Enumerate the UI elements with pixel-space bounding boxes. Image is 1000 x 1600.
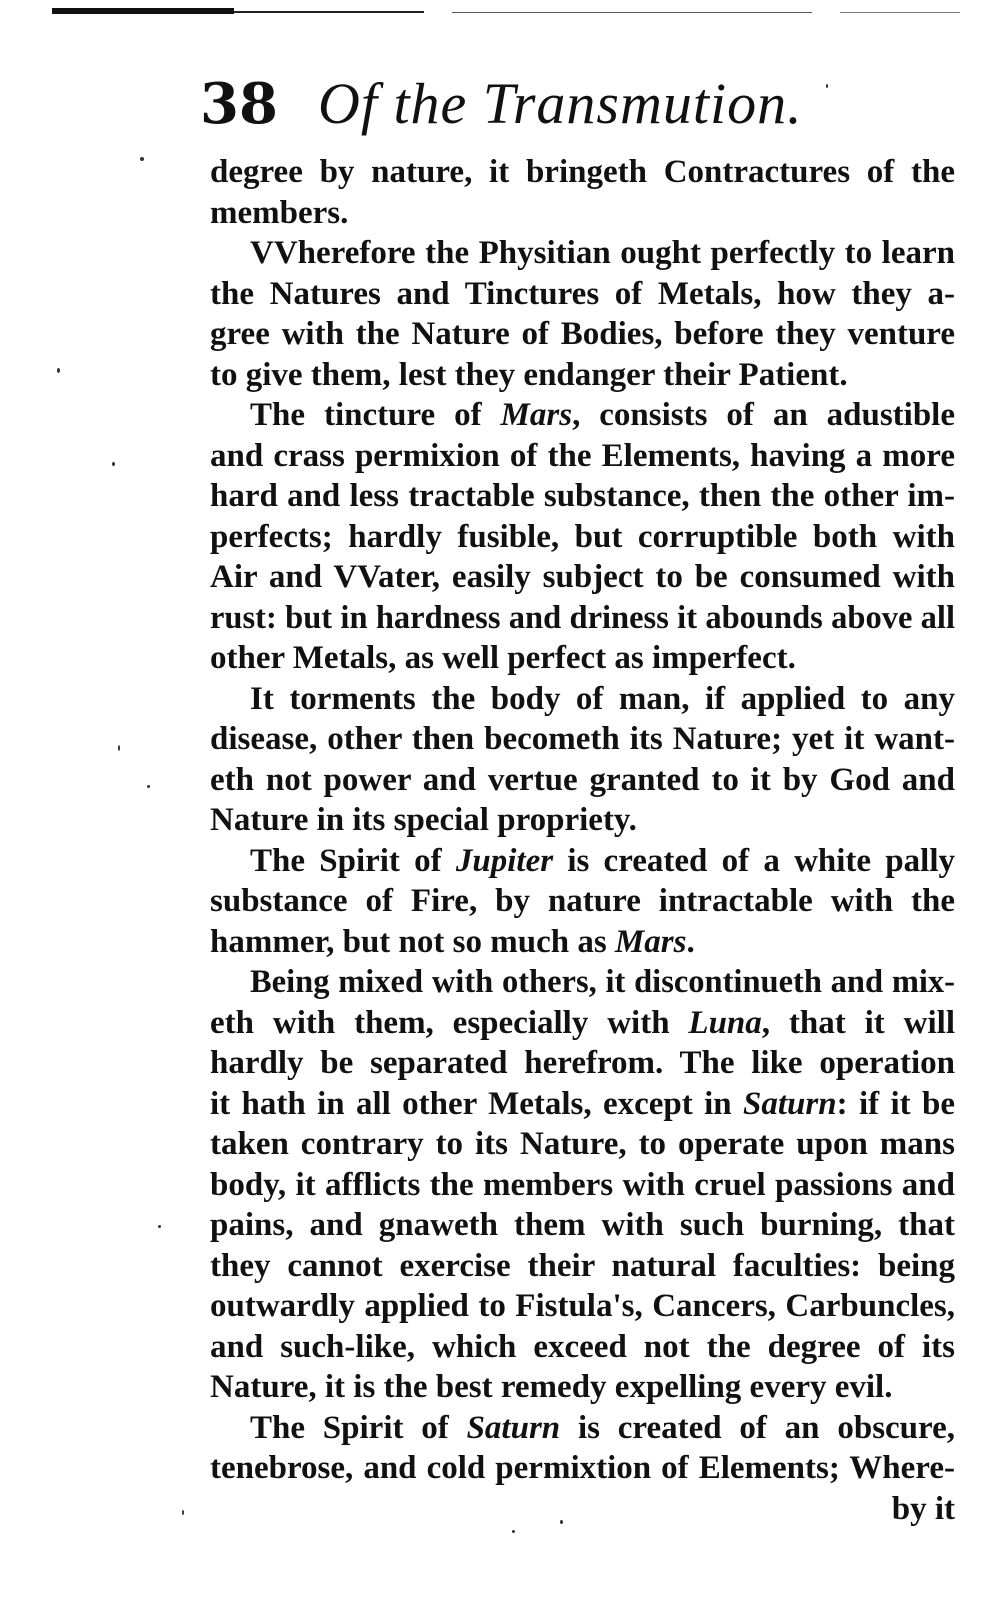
- text-segment: .: [686, 923, 695, 960]
- text-line: Nature, it is the best remedy expelling every evil.: [210, 1369, 893, 1405]
- page-number: 38: [200, 71, 278, 137]
- text-line: and such-like, which exceed not the degree of its: [210, 1328, 955, 1365]
- text-segment: hammer, but not so much as: [210, 923, 615, 960]
- text-segment: it hath in all other Metals, except in: [210, 1085, 744, 1122]
- text-line: and crass permixion of the Elements, having a more: [210, 437, 955, 474]
- text-segment: The Spirit of: [250, 842, 456, 879]
- text-line: Air and VVater, easily subject to be consumed with: [210, 559, 955, 595]
- text-line: [210, 1408, 955, 1449]
- text-line: taken contrary to its Nature, to operate upon mans: [210, 1126, 955, 1162]
- text-line: hardly be separated herefrom. The like operation: [210, 1045, 955, 1081]
- text-line: eth not power and vertue granted to it by God and: [210, 761, 955, 798]
- top-rule: [840, 12, 960, 13]
- top-rule: [52, 8, 234, 14]
- text-line: the Natures and Tinctures of Metals, how they a-: [210, 275, 955, 312]
- italic-name: Luna: [688, 1004, 762, 1041]
- text-segment: eth with them, especially with: [210, 1004, 689, 1041]
- page-header: [200, 70, 960, 150]
- text-line: gree with the Nature of Bodies, before they venture: [210, 316, 955, 352]
- top-rule: [452, 12, 812, 13]
- text-line: Being mixed with others, it discontinueth and mix-: [250, 964, 955, 1000]
- text-line: disease, other then becometh its Nature; yet it want-: [210, 721, 955, 757]
- text-segment: , that it will: [761, 1004, 955, 1041]
- text-line: VVherefore the Physitian ought perfectly to learn: [250, 235, 955, 271]
- text-line: other Metals, as well perfect as imperfect.: [210, 640, 796, 676]
- text-segment: The tincture of: [250, 397, 501, 433]
- text-line: tenebrose, and cold permixtion of Elements; Where-: [210, 1450, 955, 1486]
- italic-name: Saturn: [466, 1409, 561, 1446]
- text-segment: , consists of an adustible: [572, 397, 955, 433]
- text-line: to give them, lest they endanger their Patient.: [210, 356, 848, 393]
- text-line: Nature in its special propriety.: [210, 802, 637, 838]
- text-segment: The Spirit of: [250, 1409, 467, 1446]
- body-text: [210, 152, 955, 1529]
- running-head: Of the Transmution.: [317, 71, 803, 136]
- text-line: [210, 1084, 955, 1125]
- text-segment: : if it be: [836, 1085, 955, 1122]
- text-segment: is created of a white pally: [553, 842, 955, 879]
- top-rule: [234, 11, 424, 13]
- text-line: [210, 922, 955, 963]
- text-line: rust: but in hardness and driness it abounds above all: [210, 599, 955, 636]
- text-line: [210, 841, 955, 882]
- text-line: [210, 395, 955, 436]
- text-line: they cannot exercise their natural faculties: being: [210, 1247, 955, 1284]
- italic-name: Jupiter: [455, 842, 554, 879]
- text-line: body, it afflicts the members with cruel passions and: [210, 1166, 955, 1203]
- text-segment: is created of an obscure,: [560, 1409, 955, 1446]
- italic-name: Mars: [614, 923, 687, 960]
- text-line: perfects; hardly fusible, but corruptible both with: [210, 518, 955, 555]
- italic-name: Mars: [500, 397, 573, 433]
- text-line: substance of Fire, by nature intractable with the: [210, 883, 955, 919]
- text-line: outwardly applied to Fistula's, Cancers, Carbuncles,: [210, 1288, 955, 1324]
- text-line: degree by nature, it bringeth Contractures of the: [210, 154, 955, 190]
- text-line: hard and less tractable substance, then the other im-: [210, 478, 955, 514]
- text-line: [210, 1003, 955, 1044]
- italic-name: Saturn: [743, 1085, 837, 1122]
- catchword: by it: [891, 1490, 955, 1527]
- text-line: pains, and gnaweth them with such burning, that: [210, 1207, 955, 1243]
- text-line: It torments the body of man, if applied to any: [250, 680, 955, 717]
- text-line: members.: [210, 194, 349, 231]
